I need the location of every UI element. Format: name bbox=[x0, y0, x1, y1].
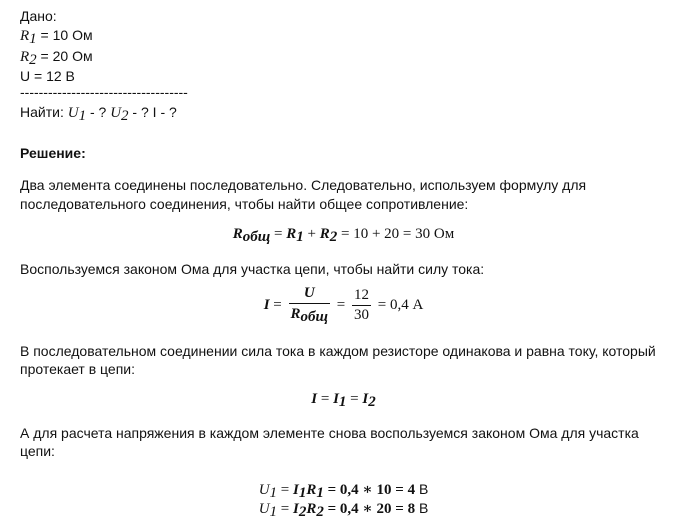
eq2-numerator-2: 12 bbox=[353, 287, 369, 303]
eq4-result: = 0,4 ∗ 10 = 4 bbox=[323, 482, 416, 498]
paragraph-3-line-2: протекает в цепи: bbox=[20, 361, 135, 377]
find-u1-subscript: 1 bbox=[78, 108, 87, 124]
eq4-equals: = bbox=[277, 482, 293, 498]
eq5-r: R bbox=[306, 501, 317, 517]
eq2-denominator: R bbox=[290, 306, 301, 322]
eq3-i2: I bbox=[362, 391, 369, 407]
eq4-u: U bbox=[258, 482, 270, 498]
eq2-denominator-sub: общ bbox=[300, 309, 329, 325]
eq2-fraction-symbolic bbox=[289, 285, 331, 326]
eq5-u-sub: 1 bbox=[269, 504, 278, 520]
given-r1 bbox=[20, 27, 93, 48]
find-u2-rest: - ? I - ? bbox=[128, 104, 177, 120]
eq2-equals-2: = bbox=[333, 297, 349, 314]
r2-subscript: 2 bbox=[29, 52, 37, 68]
equation-current-equal bbox=[0, 390, 687, 411]
eq5-i: I bbox=[293, 501, 299, 517]
eq5-u: U bbox=[258, 501, 270, 517]
eq2-equals: = bbox=[269, 297, 286, 314]
r1-value: = 10 Ом bbox=[36, 27, 93, 43]
solution-heading: Решение: bbox=[20, 145, 86, 161]
equation-total-resistance bbox=[0, 225, 687, 246]
find-u1-rest: - ? bbox=[86, 104, 111, 120]
paragraph-1-line-1: Два элемента соединены последовательно. Следовательно, используем формулу для bbox=[20, 177, 587, 193]
eq5-i-sub: 2 bbox=[298, 504, 307, 520]
eq2-numerator: U bbox=[303, 285, 315, 301]
eq1-result: = 10 + 20 = 30 Ом bbox=[337, 226, 455, 242]
eq1-equals: = bbox=[270, 226, 287, 242]
eq1-plus: + bbox=[303, 226, 320, 242]
paragraph-2: Воспользуемся законом Ома для участка цепи, чтобы найти силу тока: bbox=[20, 261, 485, 277]
given-divider: ------------------------------------ bbox=[20, 84, 188, 100]
eq4-r: R bbox=[306, 482, 317, 498]
eq3-i: I bbox=[311, 391, 318, 407]
find-u1-symbol: U bbox=[67, 105, 79, 121]
eq4-i: I bbox=[293, 482, 299, 498]
find-label: Найти: bbox=[20, 104, 68, 120]
equation-current bbox=[0, 285, 687, 326]
equation-voltage-2 bbox=[0, 499, 687, 521]
paragraph-4-line-2: цепи: bbox=[20, 443, 55, 459]
find-u2-subscript: 2 bbox=[121, 108, 129, 124]
eq2-fraction-numeric bbox=[352, 287, 371, 324]
r1-subscript: 1 bbox=[29, 31, 37, 47]
find-line bbox=[20, 104, 177, 125]
eq1-r1: R bbox=[286, 226, 297, 242]
r2-value: = 20 Ом bbox=[36, 48, 93, 64]
eq3-i1: I bbox=[333, 391, 339, 407]
r2-symbol: R bbox=[20, 49, 30, 65]
eq4-unit: B bbox=[415, 481, 429, 497]
given-r2 bbox=[20, 48, 93, 69]
eq5-result: = 0,4 ∗ 20 = 8 bbox=[323, 501, 416, 517]
paragraph-1-line-2: последовательного соединения, чтобы найти общее сопротивление: bbox=[20, 196, 469, 212]
eq2-result: = 0,4 А bbox=[373, 297, 424, 314]
eq1-r1-sub: 1 bbox=[296, 229, 304, 245]
eq1-r2: R bbox=[319, 226, 330, 242]
eq3-i1-sub: 1 bbox=[338, 394, 347, 410]
given-title: Дано: bbox=[20, 8, 57, 24]
eq5-equals: = bbox=[277, 501, 293, 517]
eq1-r-total: R bbox=[232, 226, 243, 242]
eq5-unit: B bbox=[415, 500, 429, 516]
given-u: U = 12 B bbox=[20, 68, 75, 84]
eq3-equals-1: = bbox=[317, 391, 334, 407]
eq4-i-sub: 1 bbox=[298, 485, 307, 501]
paragraph-3-line-1: В последовательном соединении сила тока в каждом резисторе одинакова и равна току, который bbox=[20, 343, 656, 359]
eq2-i: I bbox=[263, 297, 270, 314]
eq4-u-sub: 1 bbox=[269, 485, 278, 501]
eq2-denominator-2: 30 bbox=[353, 307, 369, 323]
r1-symbol: R bbox=[20, 28, 30, 44]
eq4-r-sub: 1 bbox=[316, 485, 324, 501]
find-u2-symbol: U bbox=[110, 105, 122, 121]
eq5-r-sub: 2 bbox=[316, 504, 324, 520]
eq3-equals-2: = bbox=[346, 391, 363, 407]
paragraph-4-line-1: А для расчета напряжения в каждом элементе снова воспользуемся законом Ома для участка bbox=[20, 425, 639, 441]
eq1-r-total-sub: общ bbox=[242, 229, 271, 245]
eq3-i2-sub: 2 bbox=[368, 394, 376, 410]
eq1-r2-sub: 2 bbox=[329, 229, 338, 245]
